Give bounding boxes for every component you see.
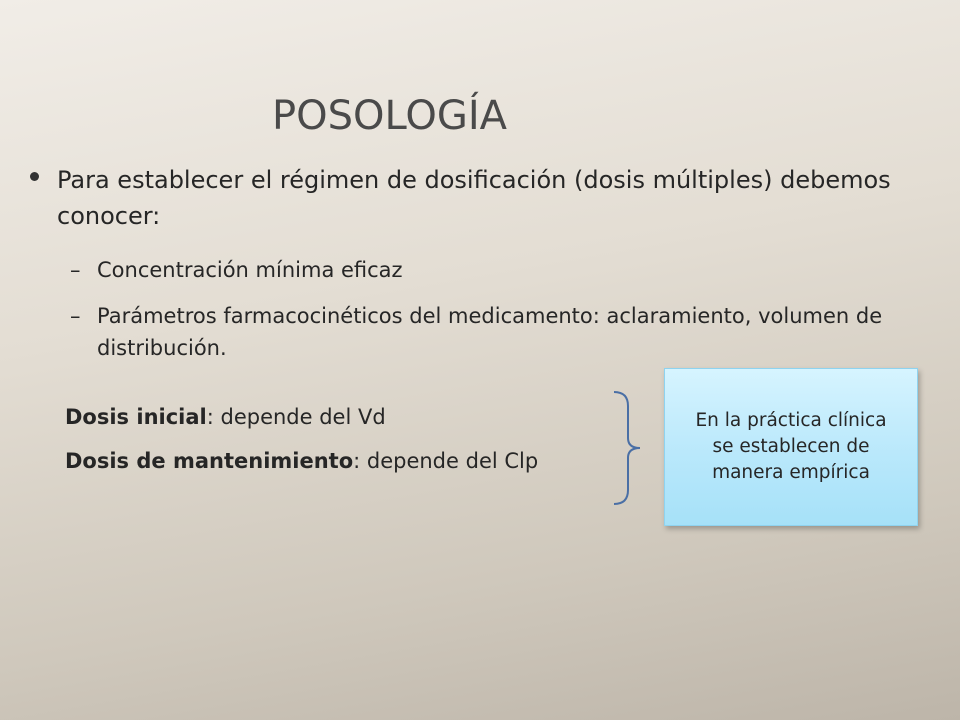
dose-label: Dosis de mantenimiento <box>65 449 354 473</box>
bullet-dot-icon <box>30 172 39 181</box>
sub-item-text: Concentración mínima eficaz <box>97 258 403 282</box>
dose-description: : depende del Vd <box>206 405 386 429</box>
dose-label: Dosis inicial <box>65 405 207 429</box>
callout-box <box>664 368 918 526</box>
right-brace-icon <box>610 390 644 506</box>
dose-line-initial <box>65 402 386 432</box>
callout-text: En la práctica clínica se establecen de manera empírica <box>695 410 887 483</box>
main-bullet-text: Para establecer el régimen de dosificación (dosis múltiples) debemos conocer: <box>57 166 891 230</box>
sub-item-text: Parámetros farmacocinéticos del medicamento: aclaramiento, volumen de distribución. <box>97 304 883 360</box>
dose-description: : depende del Clp <box>353 449 539 473</box>
dose-line-maintenance <box>65 446 538 476</box>
slide-title: POSOLOGÍA <box>272 93 507 139</box>
dash-icon: – <box>70 304 81 328</box>
dash-icon: – <box>70 258 81 282</box>
